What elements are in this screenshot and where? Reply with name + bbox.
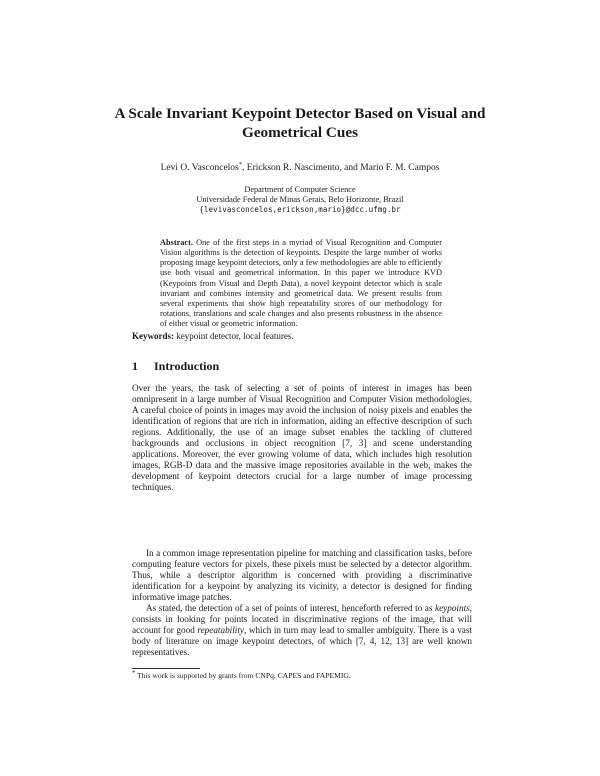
abstract-label: Abstract. <box>160 238 193 247</box>
other-authors: , Erickson R. Nascimento, and Mario F. M. Campos <box>242 163 440 173</box>
keywords-label: Keywords: <box>132 331 174 341</box>
footnote-text: This work is supported by grants from CNPq, CAPES and FAPEMIG. <box>137 671 351 680</box>
paragraph-1: Over the years, the task of selecting a set of points of interest in images has been omnipresent in a large number of Visual Recognition and Computer Vision methodologies. A careful choice of points in images may avoid the inclusion of noisy pixels and enables the identification of regions that are rich in information, aiding an effective description of such regions. Additionally, the use of an image subset enables the tackling of cluttered backgrounds and occlusions in object recognition [7, 3] and scene understanding applications. Moreover, the ever growing volume of data, which includes high resolution images, RGB-D data and the massive image repositories available in the web, makes the development of keypoint detectors crucial for a large number of image processing techniques. <box>132 383 472 492</box>
term-keypoints: keypoints <box>435 603 470 613</box>
paragraph-3 <box>132 603 472 658</box>
paragraph-2: In a common image representation pipeline for matching and classification tasks, before computing feature vectors for pixels, these pixels must be selected by a detector algorithm. Thus, while a descriptor algorithm is concerned with providing a discriminative identification for a keypoint by analyzing its vicinity, a detector is designed for finding informative image patches. <box>132 548 472 602</box>
keywords-text: keypoint detector, local features. <box>176 331 294 341</box>
department: Department of Computer Science <box>244 185 356 194</box>
first-author: Levi O. Vasconcelos <box>160 163 239 173</box>
university: Universidade Federal de Minas Gerais, Belo Horizonte, Brazil <box>196 195 404 205</box>
abstract <box>160 238 442 329</box>
author-list <box>80 162 520 174</box>
abstract-text: One of the first steps in a myriad of Visual Recognition and Computer Vision algorithms is the detection of keypoints. Despite the large number of works proposing image keypoint detectors, only a few methodologies are able to efficiently use both visual and geometrical information. In this paper we introduce KVD (Keypoints from Visual and Depth Data), a novel keypoint detector which is scale invariant and combines intensity and geometrical data. We present results from several experiments that show high repeatability scores of our methodology for rotations, translations and scale changes and also presents robustness in the absence of either visual or geometric information. <box>160 238 442 329</box>
term-repeatability: repeatability <box>197 624 244 635</box>
footnote <box>132 671 472 680</box>
section-heading <box>132 359 472 374</box>
footnote-mark: * <box>132 669 136 677</box>
paragraph-3-part-a: As stated, the detection of a set of points of interest, henceforth referred to as <box>146 603 435 613</box>
section-number: 1 <box>132 359 138 373</box>
paper-title: A Scale Invariant Keypoint Detector Based on Visual and Geometrical Cues <box>114 105 486 141</box>
section-title: Introduction <box>154 359 220 373</box>
footnote-rule <box>132 668 200 669</box>
affiliation <box>100 185 500 216</box>
paragraph-3-part-b: , consists in looking for points located in discriminative regions of the image, that will account for good <box>132 603 472 635</box>
keywords <box>132 331 472 342</box>
paragraph-3-part-c: , which in turn may lead to smaller ambiguity. There is a vast body of literature on image keypoint detectors, of which [7, 4, 12, 13] are well known representatives. <box>132 624 472 657</box>
author-emails: {levivasconcelos,erickson,mario}@dcc.ufmg.br <box>199 205 401 215</box>
footnote-marker: * <box>238 160 243 168</box>
